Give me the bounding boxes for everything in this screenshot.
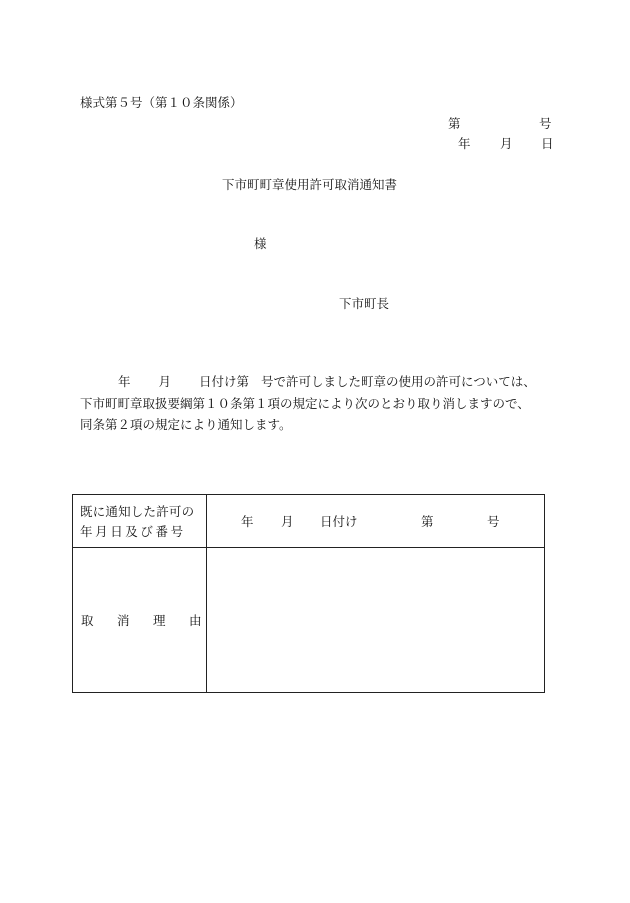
table-column-divider — [206, 495, 207, 692]
body-line-1-rest: 号で許可しました町章の使用の許可については、 — [261, 374, 536, 389]
reason-label-char: 取 — [81, 613, 94, 628]
document-number-prefix: 第 — [448, 116, 461, 131]
form-label: 様式第５号（第１０条関係） — [80, 95, 243, 110]
body-paragraph-line-1 — [80, 376, 536, 389]
body-paragraph-line-3: 同条第２項の規定により通知します。 — [80, 417, 292, 432]
body-paragraph-line-2: 下市町町章取扱要綱第１０条第１項の規定により次のとおり取り消しますので、 — [80, 396, 530, 411]
cancellation-reason-label — [81, 615, 202, 628]
date-year-label: 年 — [458, 136, 471, 151]
previous-permit-year-label: 年 — [241, 514, 254, 529]
sender-name: 下市町長 — [339, 296, 390, 311]
previous-permit-month-label: 月 — [281, 514, 294, 529]
document-number-suffix: 号 — [539, 116, 552, 131]
document-title: 下市町町章使用許可取消通知書 — [222, 177, 398, 192]
previous-permit-label-line-1: 既に通知した許可の — [80, 504, 195, 519]
body-month-label: 月 — [158, 374, 172, 389]
permit-info-table — [72, 494, 545, 693]
body-dated-label: 日付け第 — [199, 374, 250, 389]
addressee-honorific: 様 — [254, 236, 267, 251]
reason-label-char: 消 — [117, 613, 130, 628]
previous-permit-dated-label: 日付け — [320, 514, 358, 529]
previous-permit-label-line-2: 年月日及び番号 — [80, 524, 186, 539]
reason-label-char: 由 — [189, 613, 202, 628]
body-year-label: 年 — [118, 374, 131, 389]
previous-permit-number-suffix: 号 — [487, 514, 500, 529]
reason-label-char: 理 — [153, 613, 166, 628]
date-month-label: 月 — [500, 136, 513, 151]
date-day-label: 日 — [541, 136, 554, 151]
table-row-divider — [73, 547, 544, 548]
previous-permit-number-prefix: 第 — [421, 514, 434, 529]
